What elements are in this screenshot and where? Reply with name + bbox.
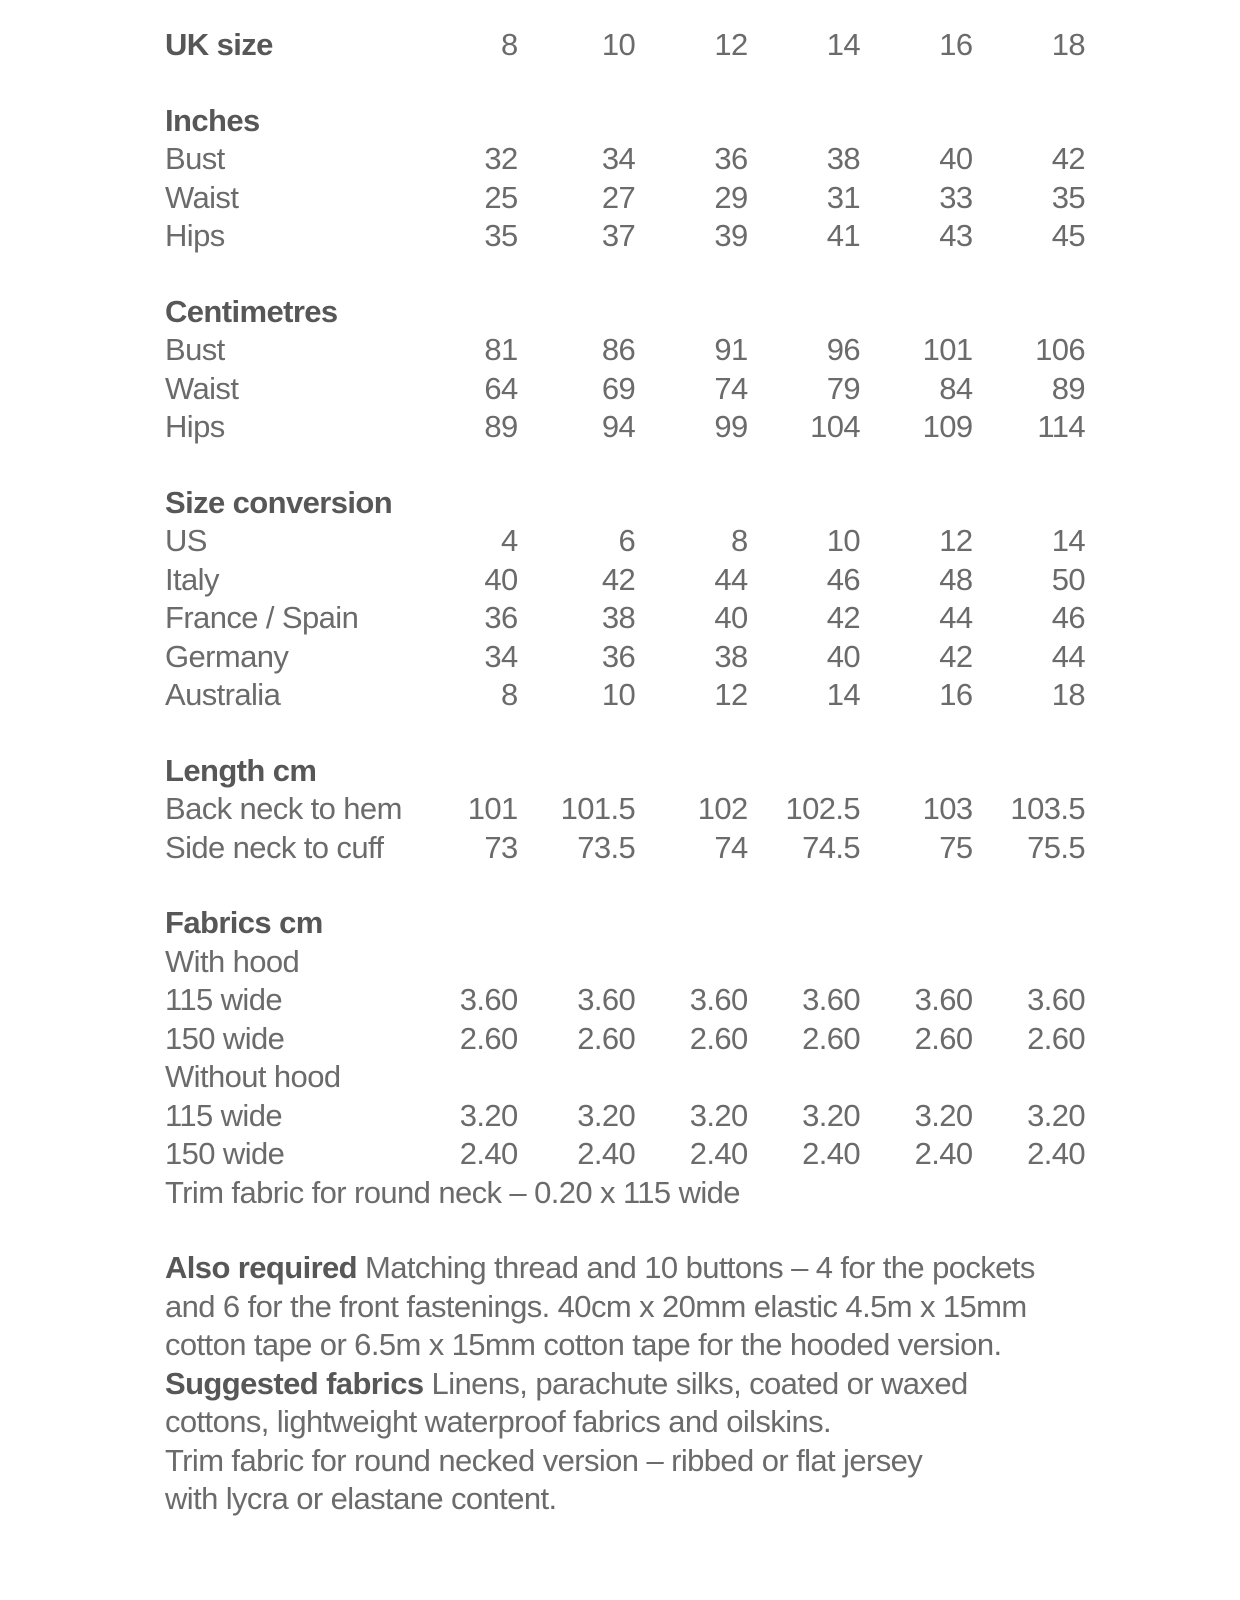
cell-value: 40 <box>484 561 518 597</box>
row-label: Bust <box>165 141 225 176</box>
cell-value: 18 <box>1051 677 1085 712</box>
cell-value: 2.40 <box>459 1136 518 1171</box>
cell-value: 34 <box>484 638 518 674</box>
cell-value: 74.5 <box>802 829 861 865</box>
note-text: cotton tape or 6.5m x 15mm cotton tape for the hooded version. <box>165 1327 1002 1362</box>
cell-value: 64 <box>484 370 518 406</box>
data-row <box>165 522 1085 561</box>
cell-value: 36 <box>601 638 636 674</box>
section-title-row <box>165 904 1085 943</box>
cell-value: 73 <box>484 829 518 865</box>
cell-value: 29 <box>714 179 748 215</box>
cell-value: 10 <box>601 677 636 712</box>
cell-value: 3.20 <box>689 1097 748 1133</box>
cell-value: 36 <box>714 141 748 176</box>
data-row <box>165 179 1085 218</box>
cell-value: 2.60 <box>1027 1020 1085 1056</box>
cell-value: 6 <box>618 523 636 558</box>
section-title: Inches <box>165 102 260 138</box>
header-row <box>165 26 1085 65</box>
cell-value: 10 <box>601 27 636 62</box>
row-label: Italy <box>165 561 219 597</box>
note-line <box>165 1403 1090 1442</box>
row-label: Waist <box>165 370 239 406</box>
note-line <box>165 1365 1090 1404</box>
cell-value: 114 <box>1037 409 1085 444</box>
cell-value <box>441 1058 518 1097</box>
spacer-cell <box>165 715 1085 752</box>
cell-value <box>860 1058 972 1097</box>
cell-value: 3.20 <box>1027 1097 1085 1133</box>
cell-value <box>973 943 1085 982</box>
cell-value: 2.40 <box>802 1136 861 1171</box>
cell-value: 2.40 <box>577 1136 636 1171</box>
cell-value: 102 <box>697 791 748 826</box>
cell-value: 4 <box>501 523 518 558</box>
cell-value: 14 <box>1051 523 1085 558</box>
cell-value: 89 <box>484 409 518 444</box>
cell-value: 38 <box>714 638 748 674</box>
cell-value: 31 <box>826 179 861 215</box>
cell-value: 42 <box>1051 141 1085 176</box>
cell-value: 12 <box>939 523 973 558</box>
data-row <box>165 1097 1085 1136</box>
cell-value: 2.60 <box>577 1020 636 1056</box>
cell-value: 103.5 <box>1010 791 1085 826</box>
size-chart-document <box>165 26 1090 1519</box>
cell-value: 46 <box>826 561 861 597</box>
cell-value: 43 <box>939 218 973 253</box>
row-label: 115 wide <box>165 1097 282 1133</box>
spacer-cell <box>165 447 1085 484</box>
cell-value: 42 <box>826 600 861 635</box>
cell-value: 3.60 <box>802 982 861 1017</box>
section-spacer <box>165 447 1085 484</box>
row-label: 150 wide <box>165 1020 285 1056</box>
section-spacer <box>165 867 1085 904</box>
cell-value: 14 <box>826 27 861 62</box>
note-text: and 6 for the front fastenings. 40cm x 20mm elastic 4.5m x 15mm <box>165 1288 1027 1324</box>
data-row <box>165 140 1085 179</box>
cell-value: 69 <box>601 370 636 406</box>
data-row <box>165 829 1085 868</box>
data-row <box>165 217 1085 256</box>
data-row <box>165 943 1085 982</box>
cell-value: 91 <box>714 332 748 367</box>
section-title: Size conversion <box>165 484 393 520</box>
cell-value: 40 <box>714 600 748 635</box>
cell-value: 3.60 <box>577 982 636 1017</box>
note-line <box>165 1480 1090 1519</box>
cell-value: 46 <box>1051 600 1085 635</box>
table-footnote-row <box>165 1174 1085 1213</box>
section-title-row <box>165 752 1085 791</box>
spacer-cell <box>165 867 1085 904</box>
cell-value: 2.60 <box>802 1020 861 1056</box>
cell-value: 40 <box>939 141 973 176</box>
cell-value: 3.20 <box>914 1097 973 1133</box>
cell-value: 48 <box>939 561 973 597</box>
data-row <box>165 561 1085 600</box>
cell-value: 44 <box>1051 638 1085 674</box>
note-line <box>165 1442 1090 1481</box>
data-row <box>165 1135 1085 1174</box>
cell-value: 104 <box>810 409 861 444</box>
cell-value: 2.60 <box>689 1020 748 1056</box>
row-label: Hips <box>165 218 225 253</box>
row-label: Australia <box>165 677 281 712</box>
note-line <box>165 1249 1090 1288</box>
cell-value: 2.60 <box>914 1020 973 1056</box>
cell-value: 73.5 <box>577 829 636 865</box>
cell-value: 44 <box>939 600 973 635</box>
cell-value: 35 <box>1051 179 1085 215</box>
row-label: France / Spain <box>165 600 359 635</box>
cell-value: 35 <box>484 218 518 253</box>
row-label: With hood <box>165 943 300 979</box>
cell-value <box>441 943 518 982</box>
cell-value: 109 <box>922 409 973 444</box>
cell-value <box>860 943 972 982</box>
cell-value: 3.60 <box>914 982 973 1017</box>
cell-value: 39 <box>714 218 748 253</box>
section-title: Length cm <box>165 752 317 788</box>
section-title: Centimetres <box>165 293 338 329</box>
cell-value: 3.60 <box>459 982 518 1017</box>
cell-value <box>518 943 636 982</box>
cell-value <box>635 1058 747 1097</box>
cell-value: 3.60 <box>689 982 748 1017</box>
cell-value: 2.40 <box>914 1136 973 1171</box>
section-spacer <box>165 256 1085 293</box>
row-label: Side neck to cuff <box>165 829 384 865</box>
cell-value: 101.5 <box>560 791 636 826</box>
data-row <box>165 1020 1085 1059</box>
cell-value: 8 <box>501 27 518 62</box>
row-label: Back neck to hem <box>165 791 402 826</box>
size-chart-table <box>165 26 1085 1212</box>
cell-value: 40 <box>826 638 861 674</box>
cell-value: 86 <box>601 332 636 367</box>
data-row <box>165 408 1085 447</box>
data-row <box>165 981 1085 1020</box>
cell-value: 74 <box>714 370 748 406</box>
cell-value: 16 <box>939 677 973 712</box>
row-label: Germany <box>165 638 289 674</box>
row-label: Bust <box>165 332 225 367</box>
section-spacer <box>165 715 1085 752</box>
note-lead: Also required <box>165 1250 358 1285</box>
row-label: Hips <box>165 409 225 444</box>
cell-value: 8 <box>730 523 748 558</box>
cell-value: 27 <box>601 179 636 215</box>
spacer-cell <box>165 256 1085 293</box>
data-row <box>165 790 1085 829</box>
cell-value: 12 <box>714 27 748 62</box>
cell-value: 3.20 <box>802 1097 861 1133</box>
cell-value: 44 <box>714 561 748 597</box>
uk-size-label: UK size <box>165 27 273 62</box>
row-label: Without hood <box>165 1059 341 1094</box>
cell-value: 101 <box>922 332 973 367</box>
section-spacer <box>165 65 1085 102</box>
cell-value: 102.5 <box>785 791 861 826</box>
cell-value: 103 <box>922 791 973 826</box>
data-row <box>165 676 1085 715</box>
note-text: Trim fabric for round necked version – ribbed or flat jersey <box>165 1442 923 1478</box>
cell-value: 42 <box>601 561 636 597</box>
cell-value: 41 <box>826 218 861 253</box>
row-label: US <box>165 523 207 558</box>
cell-value: 3.20 <box>577 1097 636 1133</box>
section-title-row <box>165 102 1085 141</box>
note-line <box>165 1326 1090 1365</box>
data-row <box>165 370 1085 409</box>
cell-value: 14 <box>826 677 861 712</box>
cell-value: 36 <box>484 600 518 635</box>
cell-value: 89 <box>1051 370 1085 406</box>
note-text: Matching thread and 10 buttons – 4 for the pockets <box>357 1250 1035 1285</box>
cell-value: 84 <box>939 370 973 406</box>
section-title-row <box>165 293 1085 332</box>
section-title: Fabrics cm <box>165 905 323 940</box>
cell-value <box>973 1058 1085 1097</box>
note-text: with lycra or elastane content. <box>165 1481 557 1516</box>
note-line <box>165 1288 1090 1327</box>
data-row <box>165 599 1085 638</box>
cell-value: 42 <box>939 638 973 674</box>
cell-value: 75 <box>939 829 973 865</box>
cell-value <box>518 1058 636 1097</box>
cell-value: 8 <box>501 677 518 712</box>
cell-value <box>748 943 860 982</box>
note-text: Linens, parachute silks, coated or waxed <box>423 1365 968 1401</box>
data-row <box>165 1058 1085 1097</box>
cell-value: 74 <box>714 829 748 865</box>
table-footnote: Trim fabric for round neck – 0.20 x 115 wide <box>165 1174 740 1210</box>
cell-value <box>748 1058 860 1097</box>
cell-value: 75.5 <box>1027 829 1085 865</box>
cell-value: 25 <box>484 179 518 215</box>
cell-value: 18 <box>1051 27 1085 62</box>
cell-value: 16 <box>939 27 973 62</box>
cell-value: 38 <box>826 141 861 176</box>
cell-value <box>635 943 747 982</box>
cell-value: 10 <box>826 523 861 558</box>
cell-value: 2.40 <box>1027 1136 1085 1171</box>
cell-value: 2.60 <box>459 1020 518 1056</box>
row-label: 150 wide <box>165 1136 285 1171</box>
cell-value: 37 <box>601 218 636 253</box>
data-row <box>165 638 1085 677</box>
section-title-row <box>165 484 1085 523</box>
cell-value: 96 <box>826 332 861 367</box>
row-label: 115 wide <box>165 982 282 1017</box>
cell-value: 32 <box>484 141 518 176</box>
cell-value: 79 <box>826 370 861 406</box>
cell-value: 94 <box>601 409 636 444</box>
cell-value: 3.20 <box>459 1097 518 1133</box>
cell-value: 106 <box>1035 332 1085 367</box>
cell-value: 101 <box>467 791 518 826</box>
cell-value: 33 <box>939 179 973 215</box>
cell-value: 38 <box>601 600 636 635</box>
cell-value: 99 <box>714 409 748 444</box>
row-label: Waist <box>165 179 239 215</box>
cell-value: 34 <box>601 141 636 176</box>
cell-value: 50 <box>1051 561 1085 597</box>
cell-value: 12 <box>714 677 748 712</box>
data-row <box>165 331 1085 370</box>
notes-section <box>165 1249 1090 1519</box>
cell-value: 2.40 <box>689 1136 748 1171</box>
cell-value: 81 <box>484 332 518 367</box>
note-text: cottons, lightweight waterproof fabrics and oilskins. <box>165 1404 832 1439</box>
spacer-cell <box>165 65 1085 102</box>
note-lead: Suggested fabrics <box>165 1365 424 1401</box>
cell-value: 45 <box>1051 218 1085 253</box>
cell-value: 3.60 <box>1027 982 1085 1017</box>
